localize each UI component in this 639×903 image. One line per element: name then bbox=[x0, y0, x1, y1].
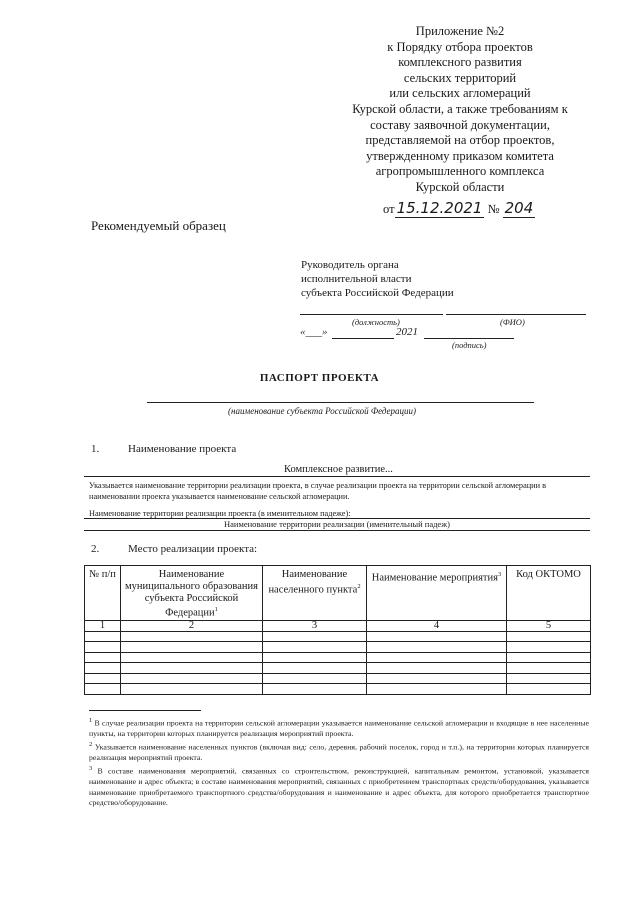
column-header-settlement: Наименование населенного пункта$^2$ bbox=[263, 566, 367, 621]
subject-caption: (наименование субъекта Российской Федерации) bbox=[228, 406, 417, 416]
subject-name-line[interactable] bbox=[147, 402, 534, 403]
territory-line-lower bbox=[84, 530, 590, 531]
table-row[interactable] bbox=[85, 652, 591, 663]
footnote-2: $^2$ Указывается наименование населенных пунктов (включая вид: село, деревня, рабочий поселок, город и т.п.), на территории которых планируется реализация мероприятий проекта. bbox=[89, 741, 589, 763]
position-caption: (должность) bbox=[352, 317, 400, 327]
appendix-line: или сельских агломераций bbox=[389, 86, 531, 101]
appendix-line: комплексного развития bbox=[398, 55, 522, 70]
table-row[interactable] bbox=[85, 631, 591, 642]
document-title: ПАСПОРТ ПРОЕКТА bbox=[259, 372, 380, 384]
head-line: исполнительной власти bbox=[301, 273, 412, 285]
date-year: 2021 bbox=[396, 326, 418, 338]
column-number: 5 bbox=[507, 620, 591, 631]
column-header-oktmo: Код ОКТОМО bbox=[507, 566, 591, 621]
appendix-line: представляемой на отбор проектов, bbox=[365, 133, 555, 148]
footnote-3: $^3$ В составе наименования мероприятий, связанных со строительством, реконструкцией, капитальным ремонтом, установкой, указывается наименование и адрес объекта; в составе наименования мероприятий, связанных с приобретением транспортных средств/оборудования, указывается наименование приобретаемого транспортного средства/оборудования и наименование и адрес объекта, для которого приобретается транспортное средство/оборудование. bbox=[89, 765, 589, 808]
signature-caption: (подпись) bbox=[452, 340, 487, 350]
column-number: 3 bbox=[263, 620, 367, 631]
date-field[interactable] bbox=[300, 326, 328, 338]
project-name-value[interactable]: Комплексное развитие... bbox=[284, 464, 393, 475]
column-number: 1 bbox=[85, 620, 121, 631]
fio-caption: (ФИО) bbox=[500, 317, 525, 327]
section1-label: Наименование проекта bbox=[128, 443, 237, 455]
appendix-header bbox=[330, 24, 590, 196]
section2-number: 2. bbox=[91, 543, 100, 555]
appendix-line: к Порядку отбора проектов bbox=[387, 39, 533, 54]
section2-label: Место реализации проекта: bbox=[128, 543, 258, 555]
date-month-line[interactable] bbox=[332, 338, 394, 339]
signature-field-line[interactable] bbox=[424, 338, 514, 339]
column-number: 4 bbox=[367, 620, 507, 631]
footnote-1: $^1$ В случае реализации проекта на территории сельской агломерации указывается наименование сельской агломерации и входящие в нее населенные пункты, на территории которых планируется реализация мероприятий проекта. bbox=[89, 717, 589, 739]
order-from-label: от bbox=[383, 202, 395, 216]
appendix-line: составу заявочной документации, bbox=[370, 117, 550, 132]
order-date-handwritten: 15.12.2021 bbox=[396, 199, 483, 217]
column-number: 2 bbox=[121, 620, 263, 631]
appendix-line: Курской области bbox=[415, 179, 505, 194]
territory-value[interactable]: Наименование территории реализации (именительный падеж) bbox=[224, 519, 450, 529]
project-location-table bbox=[84, 565, 591, 695]
footnote-separator bbox=[89, 710, 201, 711]
table-row[interactable] bbox=[85, 642, 591, 653]
table-row[interactable] bbox=[85, 684, 591, 695]
table-numbering-row bbox=[85, 620, 591, 631]
column-header-activity: Наименование мероприятия$^3$ bbox=[367, 566, 507, 621]
fio-field-line[interactable] bbox=[446, 314, 586, 315]
head-line: Руководитель органа bbox=[301, 259, 399, 271]
appendix-line: сельских территорий bbox=[403, 70, 517, 85]
column-header-number: № п/п bbox=[85, 566, 121, 621]
order-no-label: № bbox=[487, 202, 500, 216]
order-reference bbox=[383, 199, 535, 217]
appendix-line: Приложение №2 bbox=[415, 24, 505, 38]
head-of-authority-block bbox=[301, 258, 454, 300]
project-name-line bbox=[84, 476, 590, 477]
section1-note: Указывается наименование территории реализации проекта, в случае реализации проекта на территории сельской агломерации в наименовании проекта указывается наименование сельской агломерации. bbox=[89, 481, 547, 501]
territory-label: Наименование территории реализации проекта (в именительном падеже): bbox=[89, 509, 351, 518]
position-field-line[interactable] bbox=[300, 314, 443, 315]
table-header-row bbox=[85, 566, 591, 621]
column-header-municipality: Наименование муниципального образования субъекта Российской Федерации$^1$ bbox=[121, 566, 263, 621]
recommended-sample-label: Рекомендуемый образец bbox=[91, 218, 226, 233]
appendix-line: Курской области, а также требованиям к bbox=[352, 101, 568, 116]
order-number-handwritten: 204 bbox=[504, 199, 534, 217]
appendix-line: агропромышленного комплекса bbox=[375, 164, 545, 179]
head-line: субъекта Российской Федерации bbox=[301, 287, 454, 299]
date-day-placeholder: «___» bbox=[300, 326, 328, 338]
table-row[interactable] bbox=[85, 673, 591, 684]
section1-number: 1. bbox=[91, 443, 100, 455]
appendix-line: утвержденному приказом комитета bbox=[366, 148, 554, 163]
table-row[interactable] bbox=[85, 663, 591, 674]
